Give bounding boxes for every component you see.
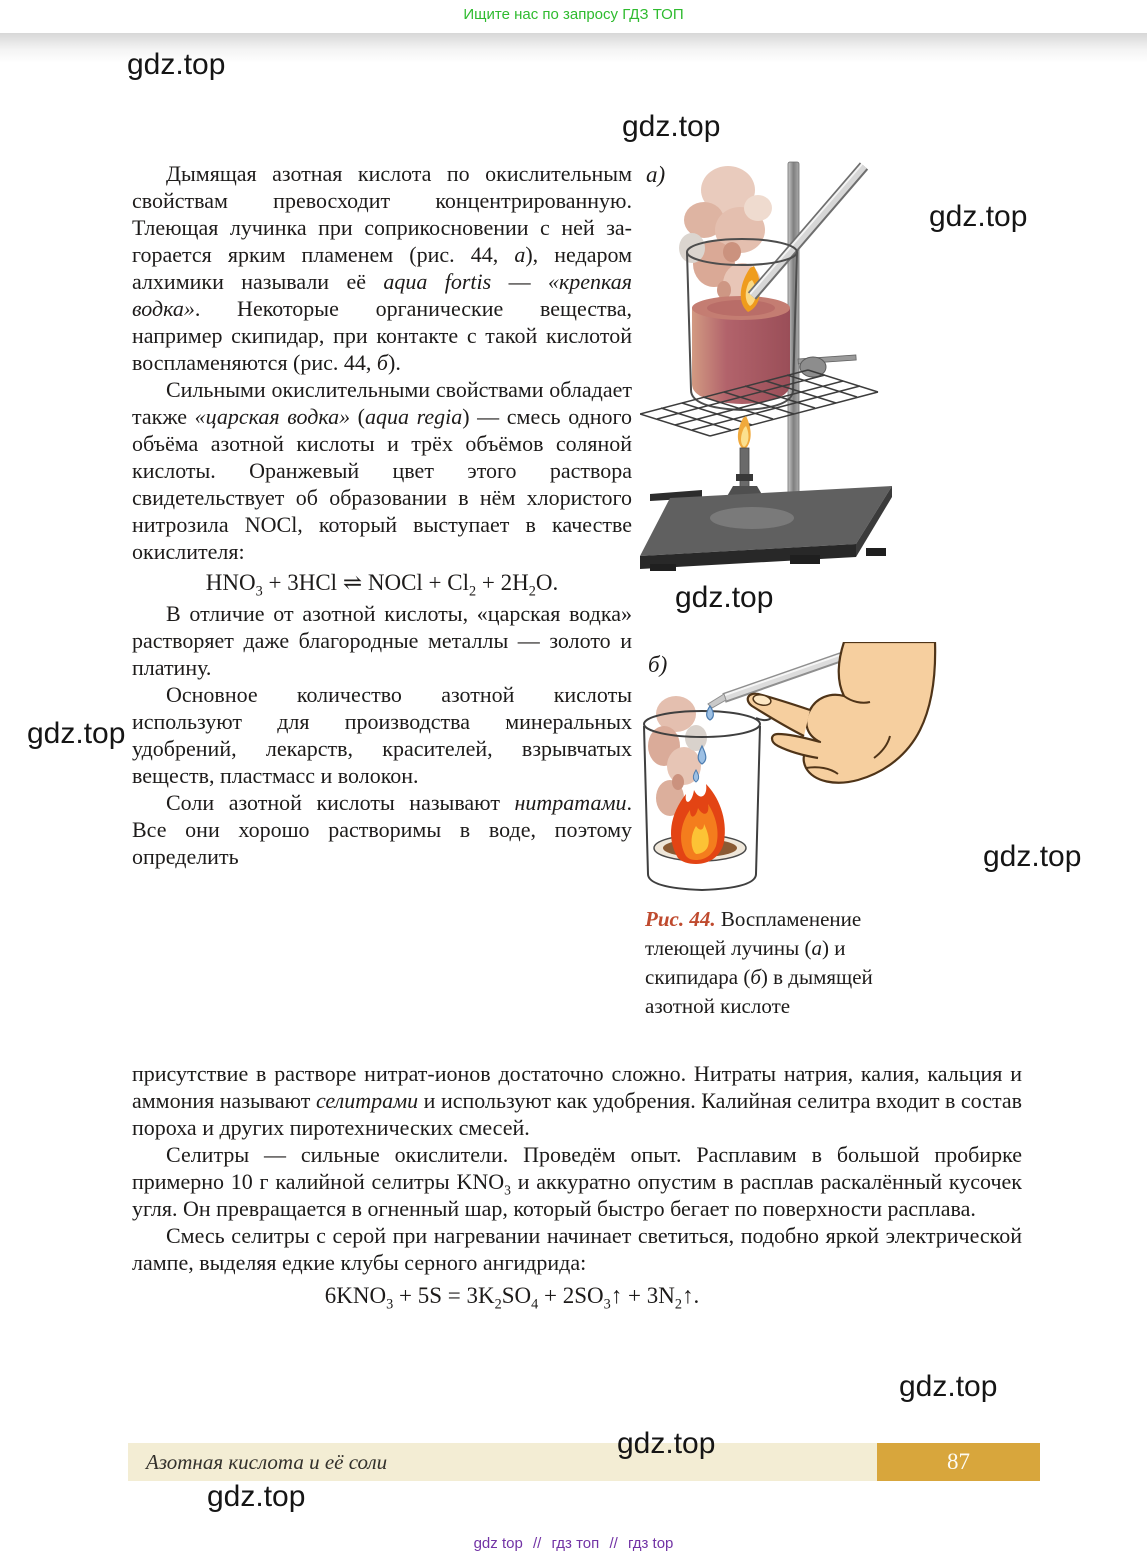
paragraph-6: Селитры — сильные окислители. Проведём опыт. Расплавим в большой пробирке примерно 10 г калийной селитры $KNO_3$ и аккуратно опустим в расплав раскалённый кусочек угля. Он превращается в огненный шар, который быстро бегает по поверхности расплава. [132, 1142, 1022, 1221]
main-text-column [132, 160, 632, 870]
paragraph-1: Дымящая азотная кислота по окислительным свойствам превосходит концентрированную. Тлеющая лучинка при соприкосновении с ней загорается ярким пламенем (рис. 44, а), недаром алхимики называли её aqua fortis — «крепкая водка». Некоторые органические вещества, например скипидар, при контакте с такой кислотой воспламеняются (рис. 44, б). [132, 161, 632, 375]
bottom-link-2[interactable]: гдз топ [551, 1535, 600, 1552]
bottom-link-1[interactable]: gdz top [473, 1535, 523, 1552]
paragraph-3: В отличие от азотной кислоты, «царская водка» растворяет даже благородные металлы — золото и платину. [132, 601, 632, 680]
paragraph-7: Смесь селитры с серой при нагревании начинает светиться, подобно яркой электрической лампе, выделяя едкие клубы серного ангидрида: [132, 1223, 1022, 1275]
figure-caption: Рис. 44. Воспламенение тлеющей лучины (а) и скипидара (б) в дымящей азотной кислоте [645, 907, 873, 1018]
figure-a-label: а) [646, 162, 666, 187]
page-number-badge: 87 [877, 1443, 1040, 1481]
watermark: gdz.top [899, 1370, 998, 1403]
hand [748, 642, 935, 783]
stand-base [640, 486, 892, 571]
watermark: gdz.top [27, 717, 126, 750]
watermark: gdz.top [675, 581, 774, 614]
paragraph-5-start: Соли азотной кислоты называют нитратами. Все они хорошо растворимы в воде, поэтому определить [132, 790, 632, 869]
watermark: gdz.top [983, 840, 1082, 873]
stand-clamp [798, 355, 856, 377]
main-text-fullwidth [132, 1060, 1022, 1313]
link-separator: // [609, 1535, 618, 1552]
top-banner-text: Ищите нас по запросу ГДЗ ТОП [0, 0, 1147, 33]
bunsen-burner [650, 448, 764, 501]
watermark: gdz.top [617, 1427, 716, 1460]
paragraph-5-continuation: присутствие в растворе нитрат-ионов достаточно сложно. Нитраты натрия, калия, кальция и аммония называют селитрами и используют как удобрения. Калийная селитра входит в состав пороха и других пиротехнических смесей. [132, 1061, 1022, 1140]
watermark: gdz.top [929, 200, 1028, 233]
bottom-link-3[interactable]: гдз top [627, 1535, 674, 1552]
bottom-links [0, 1535, 1147, 1552]
section-title-bar: Азотная кислота и её соли [128, 1443, 877, 1481]
glass-splint [750, 164, 864, 296]
paragraph-2: Сильными окислительными свойствами обладает также «царская водка» (aqua regia) — смесь одного объёма азотной кислоты и трёх объёмов соляной кислоты. Оранжевый цвет этого раствора свидетельствует об образовании в нём хлористого нитрозила NOCl, который выступает в качестве окислителя: [132, 377, 632, 564]
paragraph-4: Основное количество азотной кислоты используют для производства минеральных удобрений, лекарств, красителей, взрывчатых веществ, пластмасс и волокон. [132, 682, 632, 788]
footer-bar [128, 1443, 1040, 1481]
watermark: gdz.top [127, 48, 226, 81]
watermark: gdz.top [622, 110, 721, 143]
link-separator: // [532, 1535, 542, 1552]
equation-saltpetre-sulfur: $6KNO_3 + 5S = 3K_2SO_4$ + $2SO_3↑$ + $3N_2↑$. [324, 1283, 700, 1313]
equation-aqua-regia: $HNO_3 + 3HCl$ ⇌ NOCl + $Cl_2 + 2H_2O$. [205, 570, 559, 600]
figure-b-label: б) [648, 652, 668, 677]
figure-b-illustration [638, 642, 970, 904]
watermark: gdz.top [207, 1480, 306, 1513]
